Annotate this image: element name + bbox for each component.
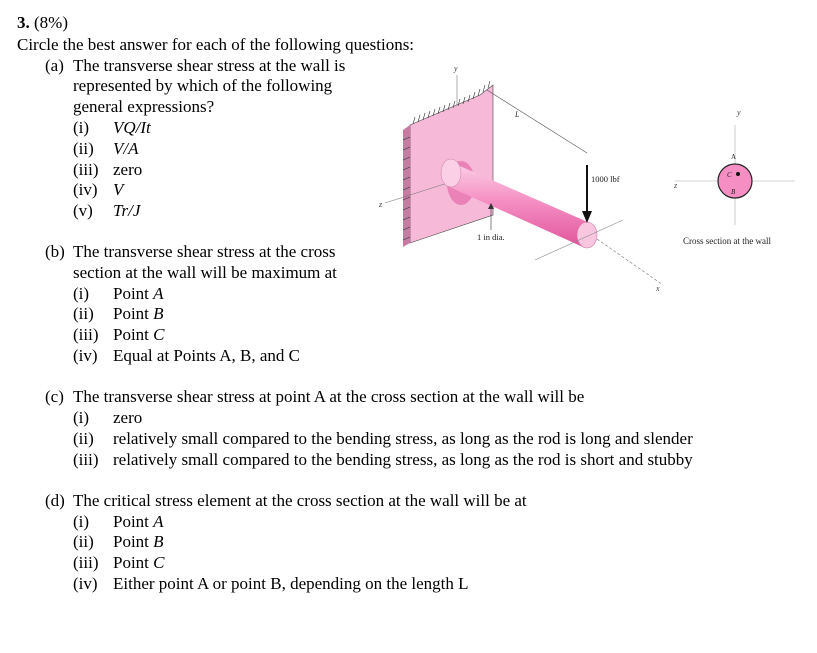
part-c-line: The transverse shear stress at point A at the cross section at the wall will be	[73, 387, 585, 406]
option-prefix: Point	[113, 532, 154, 551]
point-b-label: B	[731, 188, 736, 196]
part-a-option-num: (v)	[73, 201, 93, 220]
question-number: 3.	[17, 13, 30, 32]
cantilever-rod-figure	[365, 55, 810, 300]
point-letter: A	[153, 512, 164, 531]
point-c-label: C	[727, 171, 732, 179]
part-b-option-num: (iv)	[73, 346, 98, 365]
rod-free-end	[577, 222, 597, 248]
part-d-line: The critical stress element at the cross section at the wall will be at	[73, 491, 527, 510]
part-a-option-text[interactable]: Tr/J	[113, 201, 141, 220]
part-a-line-1: The transverse shear stress at the wall is	[73, 56, 346, 75]
part-c-option-num: (i)	[73, 408, 90, 427]
part-d-option-text[interactable]	[113, 532, 164, 552]
part-b-option-text[interactable]	[113, 284, 164, 304]
z-axis-label: z	[379, 200, 383, 209]
x-axis-label: x	[656, 284, 660, 293]
question-points: (8%)	[34, 13, 68, 32]
length-label: L	[515, 110, 520, 119]
point-letter: B	[153, 304, 164, 323]
part-a-option-num: (ii)	[73, 139, 94, 158]
part-b-option-num: (iii)	[73, 325, 99, 344]
option-prefix: Point	[113, 304, 154, 323]
cs-y-label: y	[737, 108, 741, 117]
part-c-option-num: (iii)	[73, 450, 99, 469]
option-prefix: Point	[113, 325, 154, 344]
diameter-label: 1 in dia.	[477, 232, 505, 242]
part-c-label: (c)	[45, 387, 64, 406]
cs-z-label: z	[674, 181, 678, 190]
instruction: Circle the best answer for each of the following questions:	[17, 35, 415, 54]
part-b-option-num: (i)	[73, 284, 90, 303]
part-c-option-text[interactable]: relatively small compared to the bending stress, as long as the rod is short and stubby	[113, 450, 693, 469]
point-letter: B	[153, 532, 164, 551]
part-c-option-num: (ii)	[73, 429, 94, 448]
length-dim-line	[487, 90, 587, 153]
point-a-label: A	[731, 153, 737, 161]
question-header	[17, 13, 68, 33]
part-c-option-text[interactable]: relatively small compared to the bending stress, as long as the rod is long and slender	[113, 429, 693, 448]
part-a-option-num: (iii)	[73, 160, 99, 179]
point-letter: C	[153, 553, 165, 572]
option-prefix: Point	[113, 284, 154, 303]
part-a-option-text[interactable]: zero	[113, 160, 143, 179]
x-axis-line	[597, 239, 663, 285]
part-d-option-num: (iv)	[73, 574, 98, 593]
point-letter: A	[153, 284, 164, 303]
part-a-option-num: (iv)	[73, 180, 98, 199]
point-c-dot	[736, 172, 740, 176]
part-b-line-1: The transverse shear stress at the cross	[73, 242, 336, 261]
part-a-option-text[interactable]: V	[113, 180, 124, 199]
part-d-option-text[interactable]: Either point A or point B, depending on the length L	[113, 574, 469, 593]
option-prefix: Point	[113, 512, 154, 531]
part-b-option-text[interactable]	[113, 304, 164, 324]
part-d-option-text[interactable]	[113, 512, 164, 532]
option-prefix: Point	[113, 553, 154, 572]
part-b-option-text[interactable]	[113, 325, 165, 345]
point-letter: C	[153, 325, 165, 344]
part-a-option-text[interactable]: VQ/It	[113, 118, 151, 137]
cs-caption: Cross section at the wall	[683, 236, 771, 246]
part-d-option-num: (iii)	[73, 553, 99, 572]
part-c-option-text[interactable]: zero	[113, 408, 143, 427]
part-a-line-2: represented by which of the following	[73, 76, 333, 95]
part-a-option-num: (i)	[73, 118, 90, 137]
part-a-label: (a)	[45, 56, 64, 75]
part-d-option-text[interactable]	[113, 553, 165, 573]
part-a-line-3: general expressions?	[73, 97, 215, 116]
part-b-line-2: section at the wall will be maximum at	[73, 263, 337, 282]
part-d-label: (d)	[45, 491, 65, 510]
part-a-option-text[interactable]: V/A	[113, 139, 139, 158]
part-b-option-text[interactable]: Equal at Points A, B, and C	[113, 346, 300, 365]
part-d-option-num: (ii)	[73, 532, 94, 551]
y-axis-label: y	[454, 64, 458, 73]
rod-wall-end	[441, 159, 461, 187]
part-b-label: (b)	[45, 242, 65, 261]
part-b-option-num: (ii)	[73, 304, 94, 323]
part-d-option-num: (i)	[73, 512, 90, 531]
load-label: 1000 lbf	[591, 174, 620, 184]
